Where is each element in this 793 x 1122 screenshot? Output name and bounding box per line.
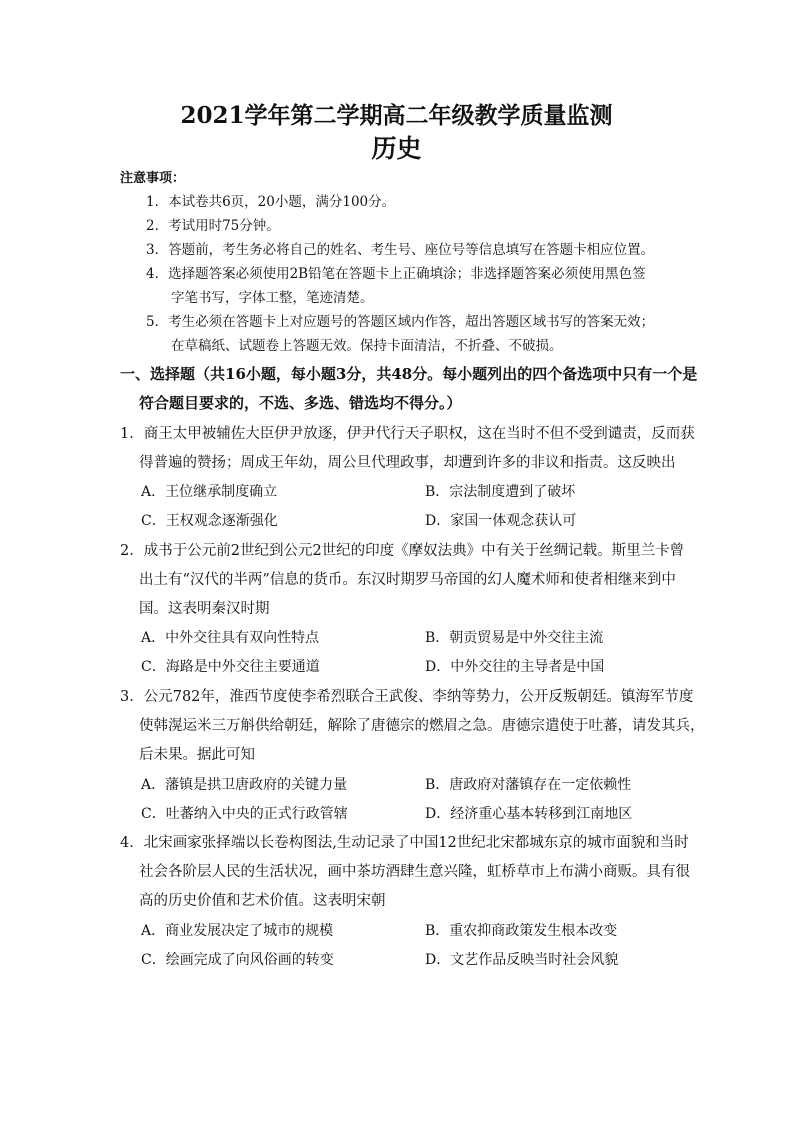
question-2-option-c: C．海路是中外交往主要通道 <box>141 659 320 675</box>
question-1-option-c: C．王权观念逐渐强化 <box>141 513 278 529</box>
section-heading: 一、选择题（共16小题，每小题3分，共48分。每小题列出的四个备选项中只有一个是 <box>120 365 698 383</box>
note-line: 在草稿纸、试题卷上答题无效。保持卡面清洁，不折叠、不破损。 <box>171 338 563 354</box>
question-1-option-b: B．宗法制度遭到了破坏 <box>425 484 576 500</box>
question-4-option-c: C．绘画完成了向风俗画的转变 <box>141 952 334 968</box>
question-3-option-a: A．藩镇是拱卫唐政府的关键力量 <box>141 777 348 793</box>
exam-title: 2021学年第二学期高二年级教学质量监测 <box>180 102 613 129</box>
question-4-text: 高的历史价值和艺术价值。这表明宋朝 <box>139 893 386 909</box>
question-3-text: 3．公元782年，淮西节度使李希烈联合王武俊、李纳等势力，公开反叛朝廷。镇海军节度 <box>120 689 694 705</box>
question-1-option-a: A．王位继承制度确立 <box>141 484 278 500</box>
question-4-text: 4．北宋画家张择端以长卷构图法,生动记录了中国12世纪北宋都城东京的城市面貌和当时 <box>120 835 689 851</box>
question-4-option-a: A．商业发展决定了城市的规模 <box>141 923 334 939</box>
exam-subject: 历史 <box>371 134 422 163</box>
question-2-option-b: B．朝贡贸易是中外交往主流 <box>425 630 604 646</box>
question-1-text: 得普遍的赞扬；周成王年幼，周公旦代理政事，却遭到许多的非议和指责。这反映出 <box>139 455 676 471</box>
question-2-text: 国。这表明秦汉时期 <box>139 601 270 617</box>
question-4-text: 社会各阶层人民的生活状况，画中茶坊酒肆生意兴隆，虹桥草市上布满小商贩。具有很 <box>139 864 690 880</box>
question-2-text: 出土有“汉代的半两”信息的货币。东汉时期罗马帝国的幻人魔术师和使者相继来到中 <box>139 572 676 588</box>
question-2-option-d: D．中外交往的主导者是中国 <box>425 659 605 675</box>
question-3-option-d: D．经济重心基本转移到江南地区 <box>425 806 633 822</box>
note-line: 4．选择题答案必须使用2B铅笔在答题卡上正确填涂；非选择题答案必须使用黑色签 <box>146 266 646 282</box>
question-2-text: 2．成书于公元前2世纪到公元2世纪的印度《摩奴法典》中有关于丝绸记载。斯里兰卡曾 <box>120 543 685 559</box>
section-heading-cont: 符合题目要求的，不选、多选、错选均不得分。） <box>139 394 462 412</box>
question-1-option-d: D．家国一体观念获认可 <box>425 513 577 529</box>
question-3-text: 使韩滉运米三万斛供给朝廷，解除了唐德宗的燃眉之急。唐德宗遣使于吐蕃，请发其兵， <box>139 718 705 734</box>
note-line: 1．本试卷共6页，20小题，满分100分。 <box>146 194 396 210</box>
question-4-option-d: D．文艺作品反映当时社会风貌 <box>425 952 619 968</box>
note-line: 2．考试用时75分钟。 <box>146 218 280 234</box>
question-4-option-b: B．重农抑商政策发生根本改变 <box>425 923 618 939</box>
question-2-option-a: A．中外交往具有双向性特点 <box>141 630 320 646</box>
question-1-text: 1．商王太甲被辅佐大臣伊尹放逐，伊尹代行天子职权，这在当时不但不受到谴责，反而获 <box>120 426 695 442</box>
note-line: 3．答题前，考生务必将自己的姓名、考生号、座位号等信息填写在答题卡相应位置。 <box>146 242 655 258</box>
note-line: 字笔书写，字体工整，笔迹清楚。 <box>171 290 374 306</box>
question-3-option-b: B．唐政府对藩镇存在一定依赖性 <box>425 777 632 793</box>
note-line: 5．考生必须在答题卡上对应题号的答题区域内作答，超出答题区域书写的答案无效； <box>146 314 655 330</box>
notes-heading: 注意事项： <box>120 171 186 186</box>
question-3-text: 后未果。据此可知 <box>139 747 255 763</box>
question-3-option-c: C．吐蕃纳入中央的正式行政管辖 <box>141 806 348 822</box>
